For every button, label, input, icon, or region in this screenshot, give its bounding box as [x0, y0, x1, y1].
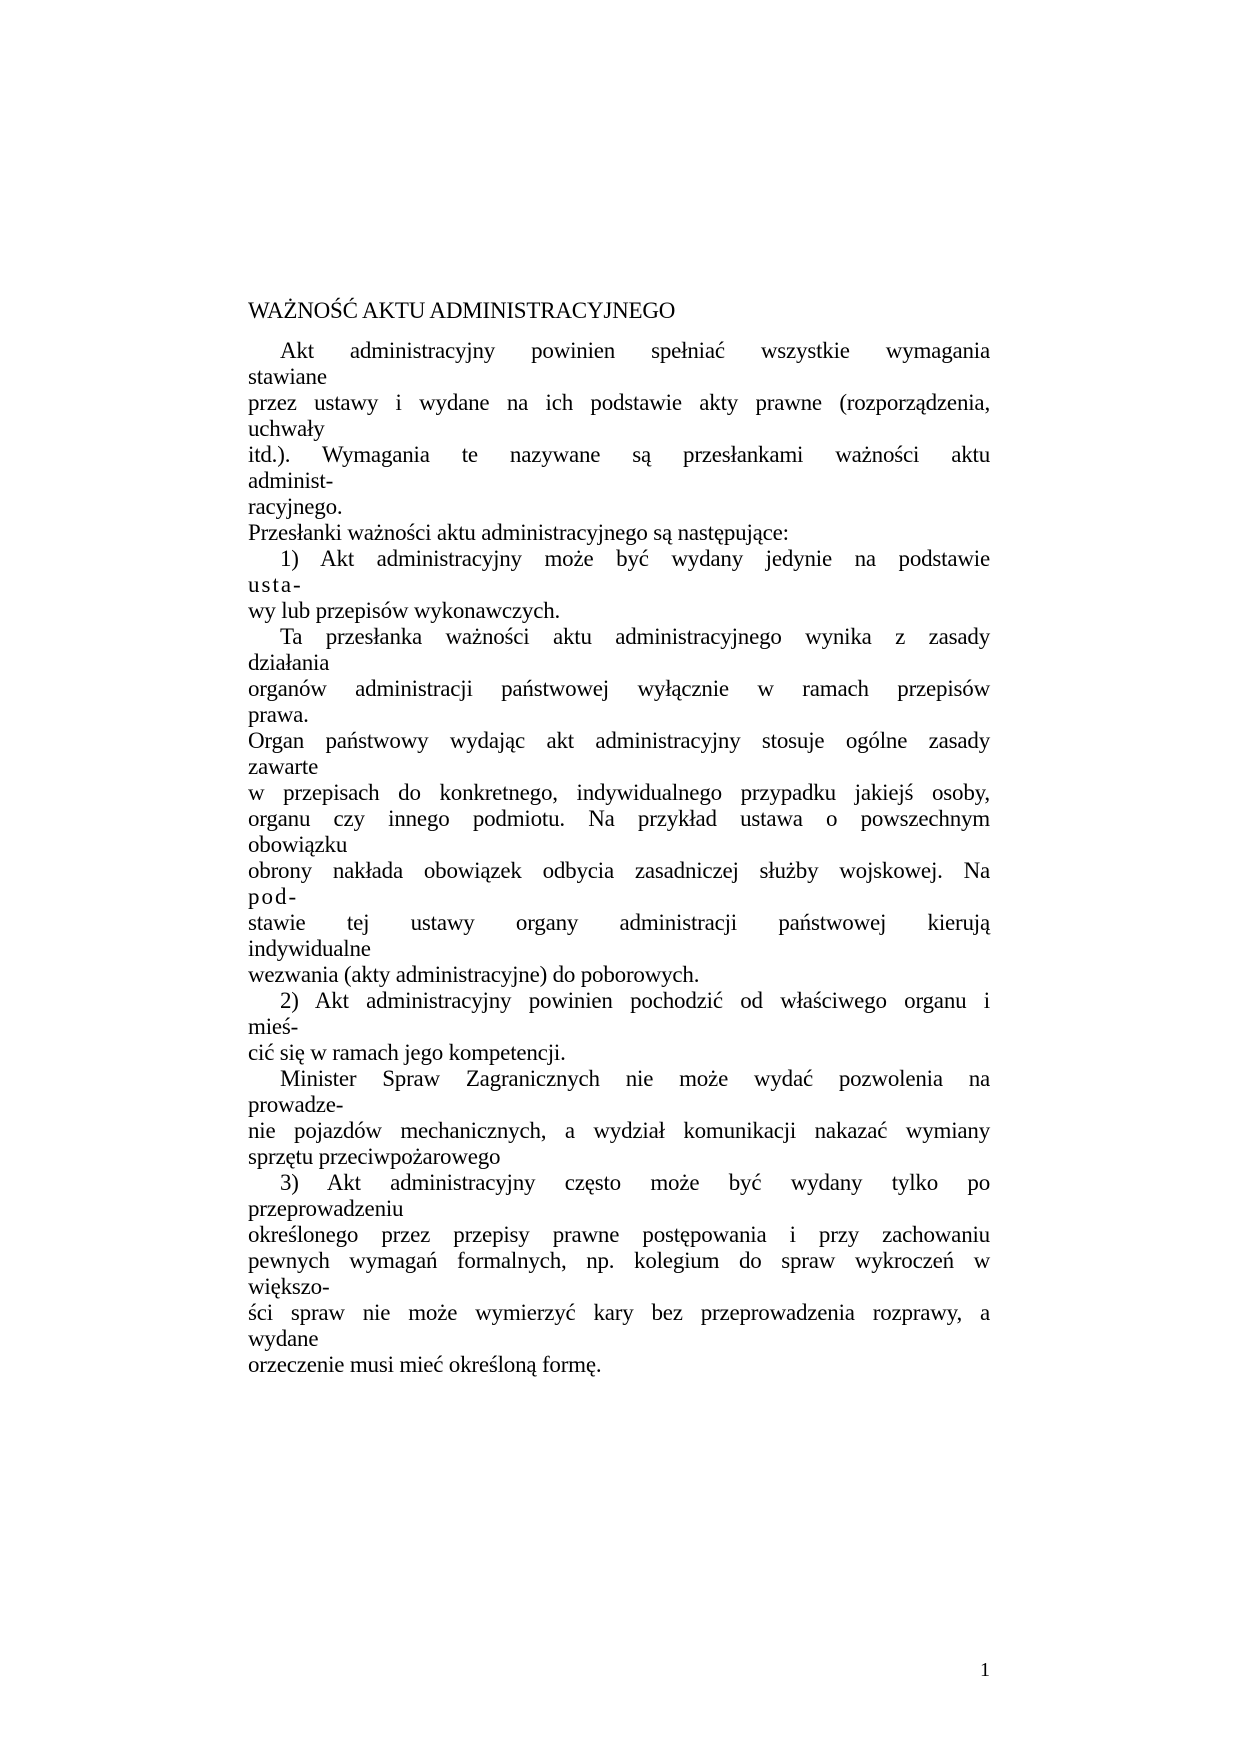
text-line: obowiązku: [248, 832, 348, 857]
text-line: przeprowadzeniu: [248, 1196, 404, 1221]
text-line: administ-: [248, 468, 334, 493]
text-line: sprzętu przeciwpożarowego: [248, 1144, 501, 1169]
text-line: Akt administracyjny powinien spełniać wszystkie wymagania: [280, 338, 990, 363]
text-line: wydane: [248, 1326, 319, 1351]
text-line: Przesłanki ważności aktu administracyjnego są następujące:: [248, 520, 789, 545]
text-line: indywidualne: [248, 936, 371, 961]
text-line: obrony nakłada obowiązek odbycia zasadniczej służby wojskowej. Na: [248, 858, 990, 883]
text-line: przez ustawy i wydane na ich podstawie akty prawne (rozporządzenia,: [248, 390, 990, 415]
text-line: większo-: [248, 1274, 330, 1299]
text-line: organów administracji państwowej wyłącznie w ramach przepisów: [248, 676, 990, 701]
text-line: Organ państwowy wydając akt administracyjny stosuje ogólne zasady: [248, 728, 990, 753]
document-body: [248, 338, 990, 1378]
document-title: WAŻNOŚĆ AKTU ADMINISTRACYJNEGO: [248, 298, 676, 323]
text-line: nie pojazdów mechanicznych, a wydział komunikacji nakazać wymiany: [248, 1118, 990, 1143]
text-line: działania: [248, 650, 330, 675]
text-line: orzeczenie musi mieć określoną formę.: [248, 1352, 602, 1377]
text-line: cić się w ramach jego kompetencji.: [248, 1040, 566, 1065]
text-line: mieś-: [248, 1014, 299, 1039]
text-line: stawie tej ustawy organy administracji państwowej kierują: [248, 910, 990, 935]
text-line: organu czy innego podmiotu. Na przykład ustawa o powszechnym: [248, 806, 990, 831]
text-line: racyjnego.: [248, 494, 343, 519]
text-line: ści spraw nie może wymierzyć kary bez przeprowadzenia rozprawy, a: [248, 1300, 990, 1325]
text-line: itd.). Wymagania te nazywane są przesłankami ważności aktu: [248, 442, 990, 467]
text-line: stawiane: [248, 364, 327, 389]
text-line: określonego przez przepisy prawne postępowania i przy zachowaniu: [248, 1222, 990, 1247]
text-line: wezwania (akty administracyjne) do poborowych.: [248, 962, 700, 987]
text-line: prawa.: [248, 702, 309, 727]
text-line: 3) Akt administracyjny często może być wydany tylko po: [280, 1170, 990, 1195]
text-line: pewnych wymagań formalnych, np. kolegium do spraw wykroczeń w: [248, 1248, 990, 1273]
text-line: Minister Spraw Zagranicznych nie może wydać pozwolenia na: [280, 1066, 990, 1091]
text-line: Ta przesłanka ważności aktu administracyjnego wynika z zasady: [280, 624, 990, 649]
text-line: w przepisach do konkretnego, indywidualnego przypadku jakiejś osoby,: [248, 780, 990, 805]
text-line: wy lub przepisów wykonawczych.: [248, 598, 561, 623]
text-line: usta-: [248, 572, 303, 597]
text-line: uchwały: [248, 416, 325, 441]
text-line: zawarte: [248, 754, 319, 779]
page-number: 1: [980, 1659, 990, 1681]
text-line: 2) Akt administracyjny powinien pochodzić od właściwego organu i: [280, 988, 990, 1013]
text-line: 1) Akt administracyjny może być wydany jedynie na podstawie: [280, 546, 990, 571]
text-line: prowadze-: [248, 1092, 344, 1117]
text-line: pod-: [248, 884, 299, 909]
